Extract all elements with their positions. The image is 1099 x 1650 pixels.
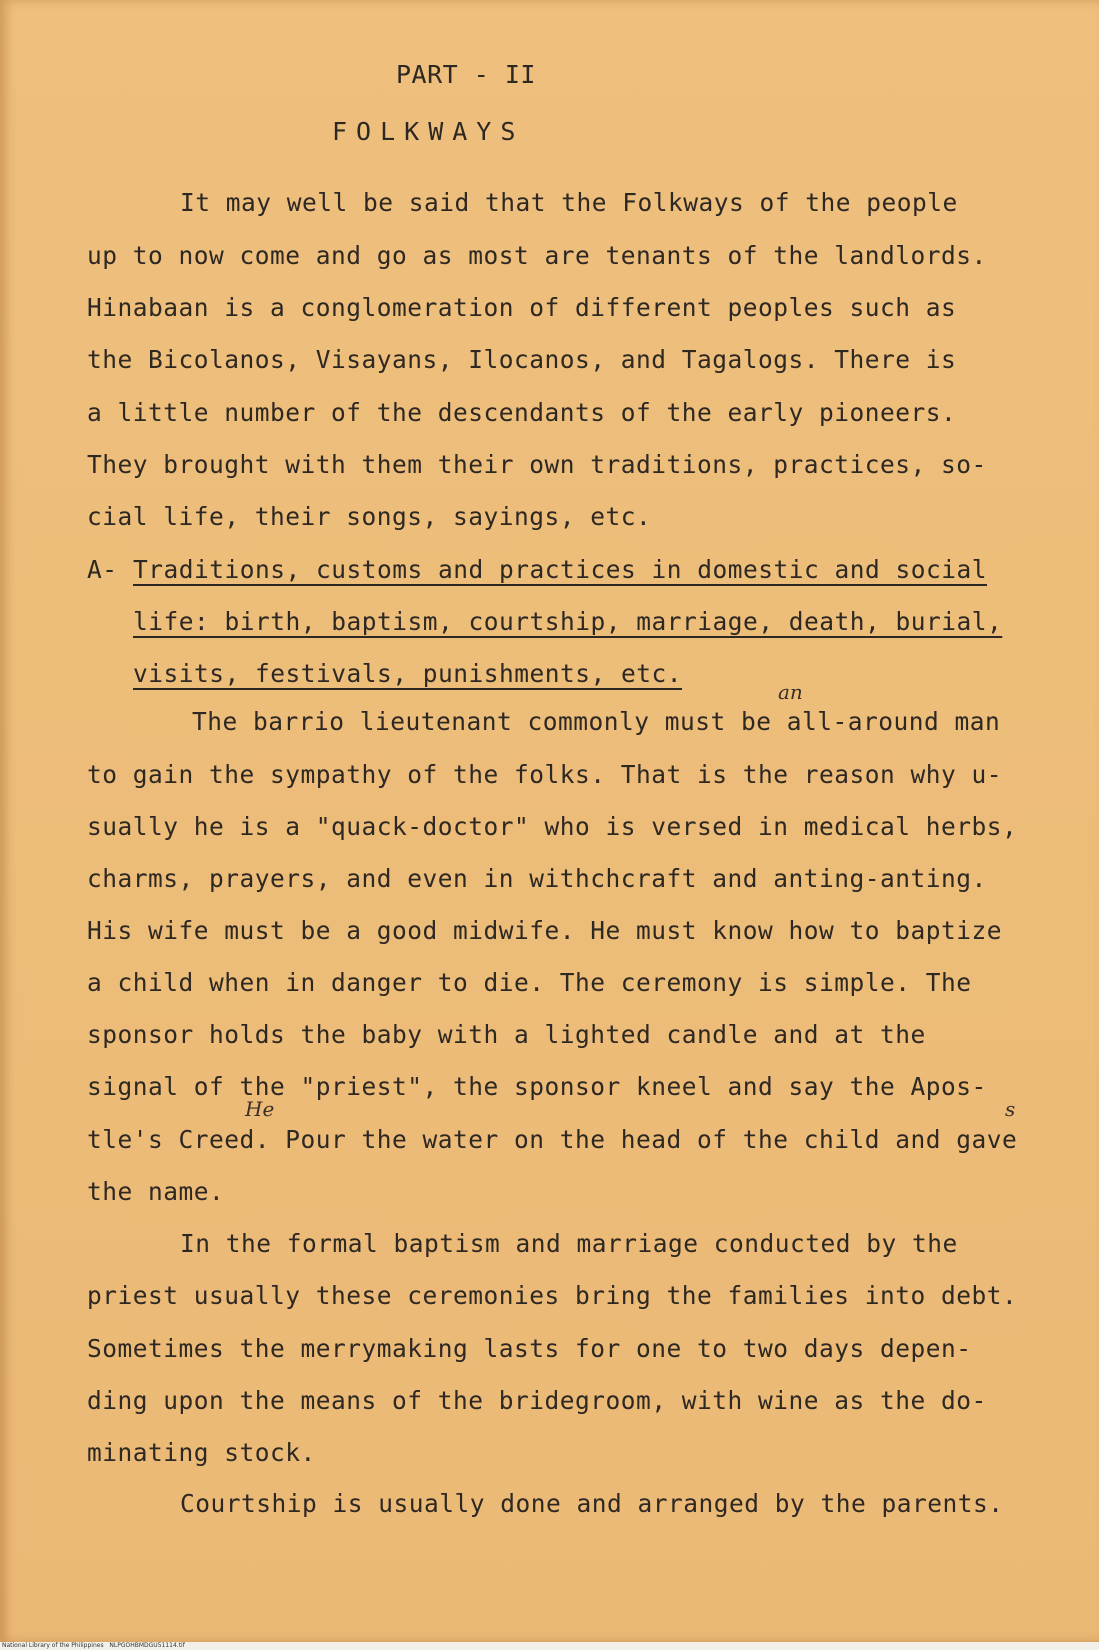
paragraph-line: tle's Creed. Pour the water on the head of the child and gave	[87, 1125, 1018, 1154]
section-heading-line: visits, festivals, punishments, etc.	[133, 659, 683, 688]
paragraph-line: It may well be said that the Folkways of the people	[180, 188, 958, 217]
paragraph-line: sually he is a "quack-doctor" who is versed in medical herbs,	[87, 812, 1018, 841]
paragraph-line: the Bicolanos, Visayans, Ilocanos, and Tagalogs. There is	[87, 345, 957, 374]
paragraph-line: a little number of the descendants of the early pioneers.	[87, 398, 957, 427]
paragraph-line: the name.	[87, 1177, 225, 1206]
paragraph-line: Hinabaan is a conglomeration of different peoples such as	[87, 293, 957, 322]
paragraph-line: Courtship is usually done and arranged by the parents.	[180, 1489, 1004, 1518]
paragraph-line: His wife must be a good midwife. He must know how to baptize	[87, 916, 1003, 945]
paragraph-line: ding upon the means of the bridegroom, with wine as the do-	[87, 1386, 987, 1415]
section-heading-line: life: birth, baptism, courtship, marriage, death, burial,	[133, 607, 1003, 636]
paragraph-line: up to now come and go as most are tenants of the landlords.	[87, 241, 987, 270]
paragraph-line: Sometimes the merrymaking lasts for one to two days depen-	[87, 1334, 972, 1363]
scan-footer	[0, 1642, 1099, 1650]
paragraph-line: priest usually these ceremonies bring the families into debt.	[87, 1281, 1018, 1310]
paragraph-line: charms, prayers, and even in withchcraft and anting-anting.	[87, 864, 987, 893]
paragraph-line: minating stock.	[87, 1438, 316, 1467]
file-label: NLPGOHBMDGU51114.tif	[109, 1642, 185, 1649]
handwritten-insertion: He	[245, 1097, 275, 1121]
part-heading: PART - II	[396, 60, 536, 89]
paragraph-line: to gain the sympathy of the folks. That is the reason why u-	[87, 760, 1003, 789]
paragraph-line: signal of the "priest", the sponsor kneel and say the Apos-	[87, 1072, 987, 1101]
paragraph-line: In the formal baptism and marriage conducted by the	[180, 1229, 958, 1258]
handwritten-insertion: s	[1005, 1097, 1016, 1121]
paragraph-line: a child when in danger to die. The ceremony is simple. The	[87, 968, 972, 997]
handwritten-insertion: an	[778, 680, 803, 704]
section-heading-line: Traditions, customs and practices in domestic and social	[133, 555, 988, 584]
paragraph-line: sponsor holds the baby with a lighted candle and at the	[87, 1020, 926, 1049]
paragraph-line: cial life, their songs, sayings, etc.	[87, 502, 652, 531]
paragraph-line: The barrio lieutenant commonly must be all-around man	[192, 707, 1001, 736]
paragraph-line: They brought with them their own traditions, practices, so-	[87, 450, 987, 479]
library-label: National Library of the Philippines	[2, 1642, 104, 1649]
page-title: FOLKWAYS	[332, 117, 525, 146]
section-letter: A-	[87, 555, 118, 584]
